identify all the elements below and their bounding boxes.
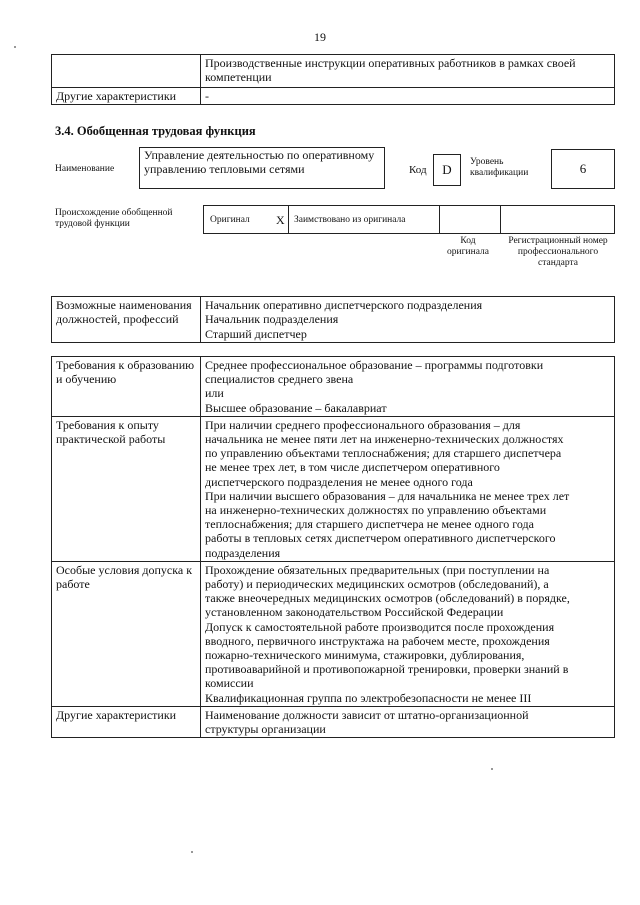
positions-label: Возможные наименования должностей, профессий (52, 297, 201, 343)
education-label: Требования к образованию и обучению (52, 357, 201, 417)
table-row (52, 88, 615, 105)
education-value: Среднее профессиональное образование – программы подготовки специалистов среднего звена или Высшее образование – бакалавриат (201, 357, 615, 417)
scan-speck (191, 851, 193, 853)
qualification-level-label: Уровень квалификации (470, 157, 529, 178)
divider (439, 205, 440, 234)
top-continuation-table (51, 54, 615, 105)
table-row (52, 297, 615, 343)
other-characteristics-value: Наименование должности зависит от штатно-организационной структуры организации (201, 706, 615, 737)
positions-table (51, 296, 615, 343)
borrowed-label: Заимствовано из оригинала (294, 215, 406, 225)
table-row (52, 416, 615, 561)
requirements-table (51, 356, 615, 738)
divider (288, 205, 289, 234)
conditions-value: Прохождение обязательных предварительных (при поступлении на работу) и периодических медицинских осмотров (обследований), а также внеочередных медицинских осмотров (обследований) в порядке, установленном законодательством Российской Федерации Допуск к самостоятельной работе производится после прохождения вводного, первичного инструктажа на рабочем месте, прохождения пожарно-технического минимума, стажировки, дублирования, противоаварийной и противопожарной тренировки, проверки знаний в комиссии Квалификационная группа по электробезопасности не менее III (201, 561, 615, 706)
page-number: 19 (314, 30, 326, 44)
table-row (52, 561, 615, 706)
qualification-level-box: 6 (551, 149, 615, 189)
code-label: Код (409, 164, 427, 176)
scan-speck (14, 46, 16, 48)
position-item: Старший диспетчер (205, 326, 307, 341)
other-characteristics-value: - (201, 88, 615, 105)
code-box: D (433, 154, 461, 186)
conditions-label: Особые условия допуска к работе (52, 561, 201, 706)
code-original-caption: Код оригинала (447, 236, 489, 257)
experience-label: Требования к опыту практической работы (52, 416, 201, 561)
registration-number-caption: Регистрационный номер профессионального стандарта (508, 236, 608, 268)
other-characteristics-label: Другие характеристики (52, 706, 201, 737)
positions-list (201, 297, 615, 343)
position-item: Начальник подразделения (205, 312, 339, 327)
name-label: Наименование (55, 164, 115, 174)
experience-value: При наличии среднего профессионального образования – для начальника не менее пяти лет на инженерно-технических должностях по управлению объектами теплоснабжения; для старшего диспетчера не менее трех лет, в том числе диспетчером оперативного диспетчерского подразделения не менее одного года При наличии высшего образования – для начальника не менее трех лет на инженерно-технических должностях по управлению объектами теплоснабжения; для старшего диспетчера не менее одного года работы в тепловых сетях диспетчером оперативного диспетчерского подразделения (201, 416, 615, 561)
original-label: Оригинал (210, 215, 250, 225)
other-characteristics-label: Другие характеристики (52, 88, 201, 105)
origin-row (203, 205, 615, 234)
origin-label: Происхождение обобщенной трудовой функции (55, 208, 173, 229)
empty-label-cell (52, 55, 201, 88)
section-title: 3.4. Обобщенная трудовая функция (55, 124, 256, 138)
table-row (52, 706, 615, 737)
instructions-cell: Производственные инструкции оперативных работников в рамках своей компетенции (201, 55, 615, 88)
scan-speck (491, 768, 493, 770)
original-mark: X (276, 213, 285, 227)
function-name-box: Управление деятельностью по оперативному управлению тепловыми сетями (139, 147, 385, 189)
table-row (52, 357, 615, 417)
table-row (52, 55, 615, 88)
position-item: Начальник оперативно диспетчерского подразделения (205, 298, 483, 312)
divider (500, 205, 501, 234)
